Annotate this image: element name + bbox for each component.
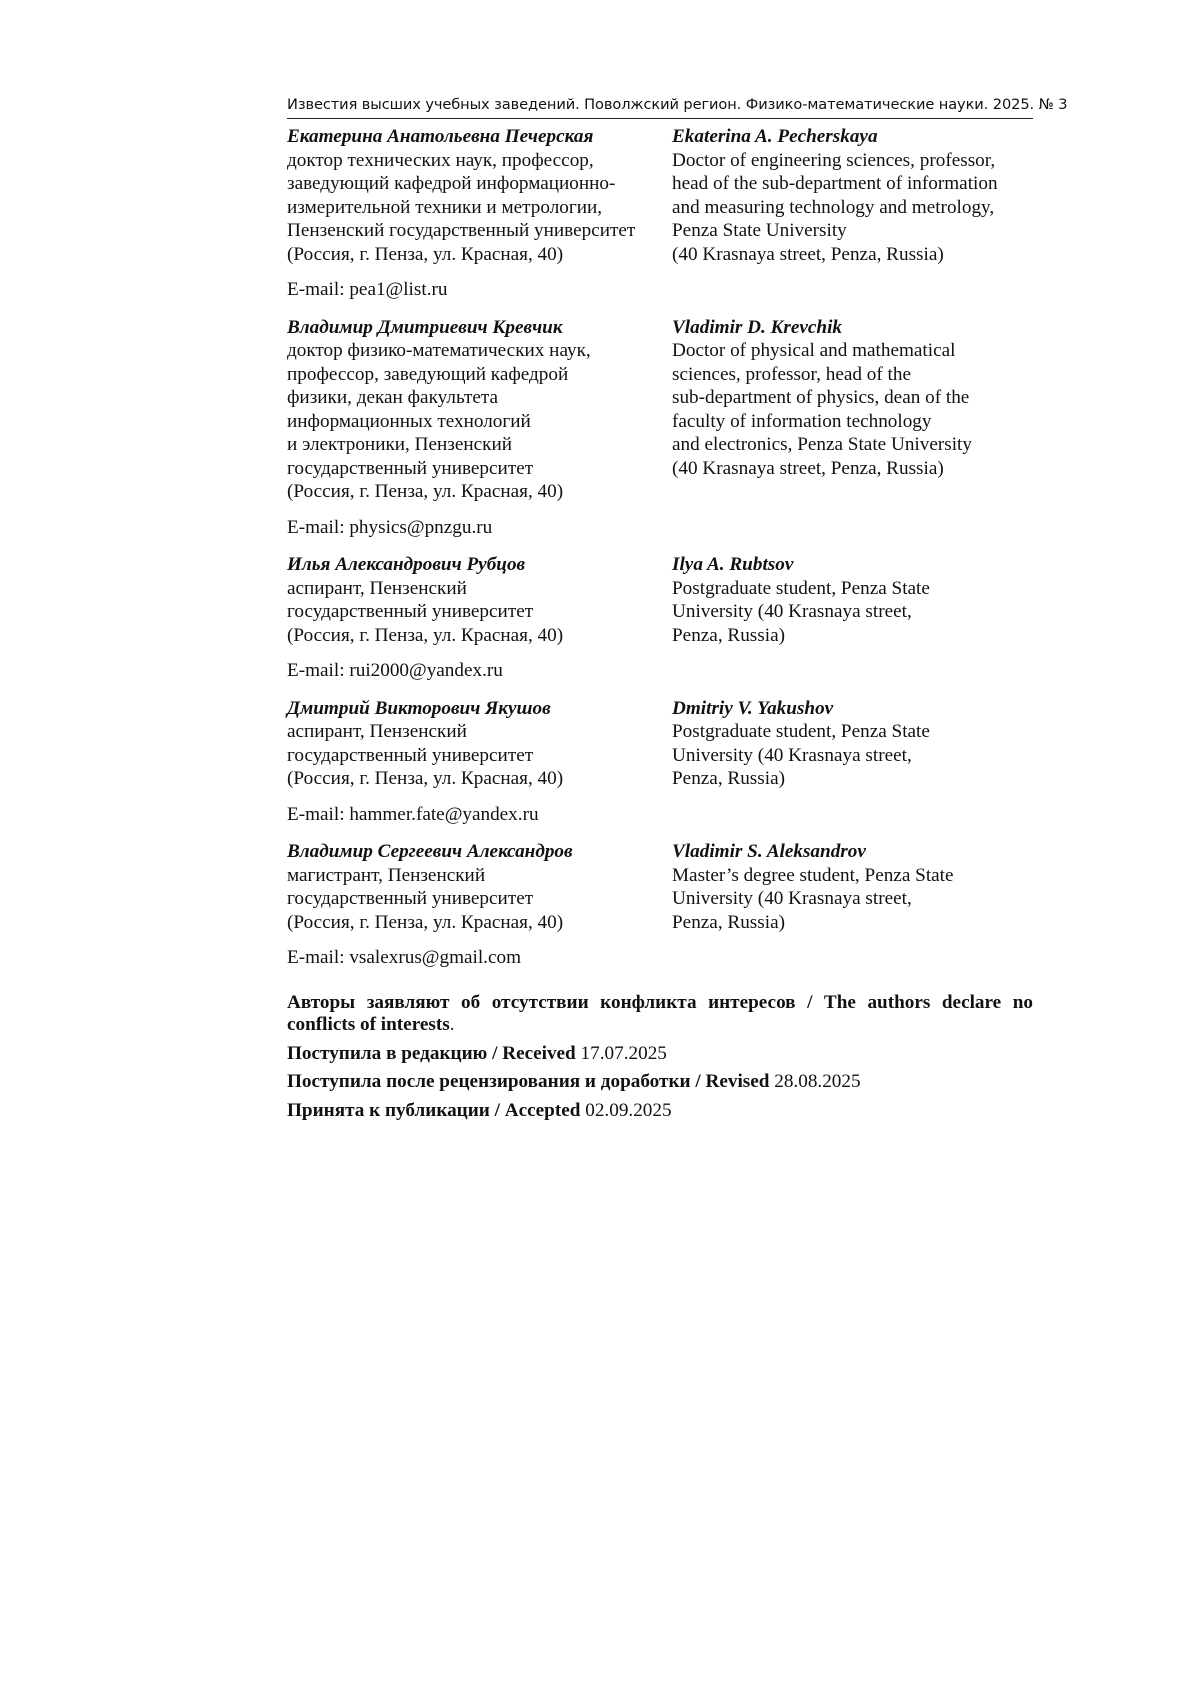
affiliation-line-en: (40 Krasnaya street, Penza, Russia): [672, 457, 944, 479]
author-ru-column: [287, 840, 672, 970]
author-email: E-mail: hammer.fate@yandex.ru: [287, 803, 539, 825]
affiliation-line-ru: государственный университет: [287, 744, 534, 766]
affiliation-line-ru: Пензенский государственный университет: [287, 220, 636, 241]
affiliation-line-ru: доктор физико-математических наук,: [287, 340, 591, 361]
affiliation-line-en: Doctor of physical and mathematical: [672, 340, 956, 361]
affiliation-line-en: University (40 Krasnaya street,: [672, 744, 912, 766]
affiliation-line-ru: (Россия, г. Пенза, ул. Красная, 40): [287, 768, 564, 789]
author-en-column: [672, 553, 1033, 683]
affiliation-line-en: Penza, Russia): [672, 624, 785, 646]
affiliation-line-ru: магистрант, Пензенский: [287, 864, 486, 886]
accepted-label: Принята к публикации / Accepted: [287, 1099, 581, 1121]
affiliation-line-en: and measuring technology and metrology,: [672, 196, 995, 218]
affiliation-line-ru: профессор, заведующий кафедрой: [287, 363, 569, 385]
conflict-text: Авторы заявляют об отсутствии конфликта интересов / The authors declare no conflicts of interests: [287, 991, 1033, 1035]
author-block: [287, 316, 1033, 540]
author-ru-column: [287, 316, 672, 540]
affiliation-line-ru: заведующий кафедрой информационно-: [287, 173, 616, 194]
affiliation-line-en: Postgraduate student, Penza State: [672, 577, 930, 599]
affiliation-line-ru: доктор технических наук, профессор,: [287, 149, 594, 171]
author-email: E-mail: pea1@list.ru: [287, 279, 448, 300]
affiliation-line-en: University (40 Krasnaya street,: [672, 601, 912, 622]
affiliation-line-en: head of the sub-department of information: [672, 173, 998, 194]
affiliation-line-ru: аспирант, Пензенский: [287, 577, 467, 599]
author-ru-column: [287, 697, 672, 827]
author-name-en: Ekaterina A. Pecherskaya: [672, 126, 878, 147]
affiliation-line-en: Penza, Russia): [672, 911, 785, 933]
affiliation-line-ru: измерительной техники и метрологии,: [287, 196, 603, 218]
conflict-period: .: [449, 1014, 455, 1035]
author-name-en: Dmitriy V. Yakushov: [672, 697, 834, 719]
author-block: [287, 553, 1033, 683]
author-ru-column: [287, 125, 672, 302]
revised-label: Поступила после рецензирования и доработки / Revised: [287, 1071, 770, 1092]
author-block: [287, 697, 1033, 827]
affiliation-line-en: Postgraduate student, Penza State: [672, 721, 930, 742]
received-date: 17.07.2025: [580, 1042, 667, 1064]
affiliation-line-en: Penza State University: [672, 220, 847, 241]
affiliation-line-en: University (40 Krasnaya street,: [672, 888, 912, 909]
author-name-ru: Екатерина Анатольевна Печерская: [287, 126, 594, 147]
received-label: Поступила в редакцию / Received: [287, 1042, 576, 1064]
author-name-ru: Илья Александрович Рубцов: [287, 554, 526, 575]
affiliation-line-ru: (Россия, г. Пенза, ул. Красная, 40): [287, 481, 564, 502]
affiliation-line-en: Penza, Russia): [672, 768, 785, 789]
author-email: E-mail: rui2000@yandex.ru: [287, 660, 503, 681]
affiliation-line-ru: аспирант, Пензенский: [287, 721, 467, 742]
author-name-ru: Владимир Дмитриевич Кревчик: [287, 316, 563, 338]
affiliation-line-ru: государственный университет: [287, 888, 534, 909]
author-name-en: Vladimir S. Aleksandrov: [672, 841, 866, 862]
article-footer: [287, 992, 1033, 1123]
author-name-en: Vladimir D. Krevchik: [672, 316, 843, 338]
affiliation-line-ru: физики, декан факультета: [287, 387, 499, 408]
affiliation-line-ru: (Россия, г. Пенза, ул. Красная, 40): [287, 243, 564, 265]
author-ru-column: [287, 553, 672, 683]
author-name-ru: Дмитрий Викторович Якушов: [287, 697, 551, 719]
author-en-column: [672, 840, 1033, 970]
author-block: [287, 840, 1033, 970]
conflict-statement: [287, 992, 1033, 1037]
author-en-column: [672, 316, 1033, 540]
running-head: Известия высших учебных заведений. Поволжский регион. Физико-математические науки. 2025. № 3: [287, 96, 1033, 119]
affiliation-line-ru: и электроники, Пензенский: [287, 434, 513, 455]
affiliation-line-en: (40 Krasnaya street, Penza, Russia): [672, 243, 944, 265]
affiliation-line-en: Doctor of engineering sciences, professor,: [672, 149, 996, 171]
received-line: [287, 1043, 1033, 1066]
affiliation-line-ru: (Россия, г. Пенза, ул. Красная, 40): [287, 624, 564, 646]
author-name-ru: Владимир Сергеевич Александров: [287, 841, 573, 862]
author-email: E-mail: physics@pnzgu.ru: [287, 516, 493, 538]
revised-line: [287, 1071, 1033, 1094]
author-name-en: Ilya A. Rubtsov: [672, 554, 794, 575]
affiliation-line-en: sub-department of physics, dean of the: [672, 387, 970, 408]
affiliation-line-en: faculty of information technology: [672, 410, 932, 432]
page: [287, 96, 1068, 1122]
affiliation-line-en: sciences, professor, head of the: [672, 363, 911, 385]
author-block: [287, 125, 1033, 302]
affiliation-line-en: Master’s degree student, Penza State: [672, 864, 954, 886]
revised-date: 28.08.2025: [774, 1071, 861, 1092]
accepted-date: 02.09.2025: [585, 1099, 672, 1121]
author-en-column: [672, 125, 1033, 302]
author-email: E-mail: vsalexrus@gmail.com: [287, 947, 522, 968]
affiliation-line-ru: (Россия, г. Пенза, ул. Красная, 40): [287, 911, 564, 933]
affiliation-line-ru: государственный университет: [287, 457, 534, 479]
affiliation-line-ru: информационных технологий: [287, 410, 531, 432]
author-en-column: [672, 697, 1033, 827]
accepted-line: [287, 1100, 1033, 1123]
affiliation-line-ru: государственный университет: [287, 601, 534, 622]
affiliation-line-en: and electronics, Penza State University: [672, 434, 972, 455]
authors-list: [287, 125, 1033, 970]
